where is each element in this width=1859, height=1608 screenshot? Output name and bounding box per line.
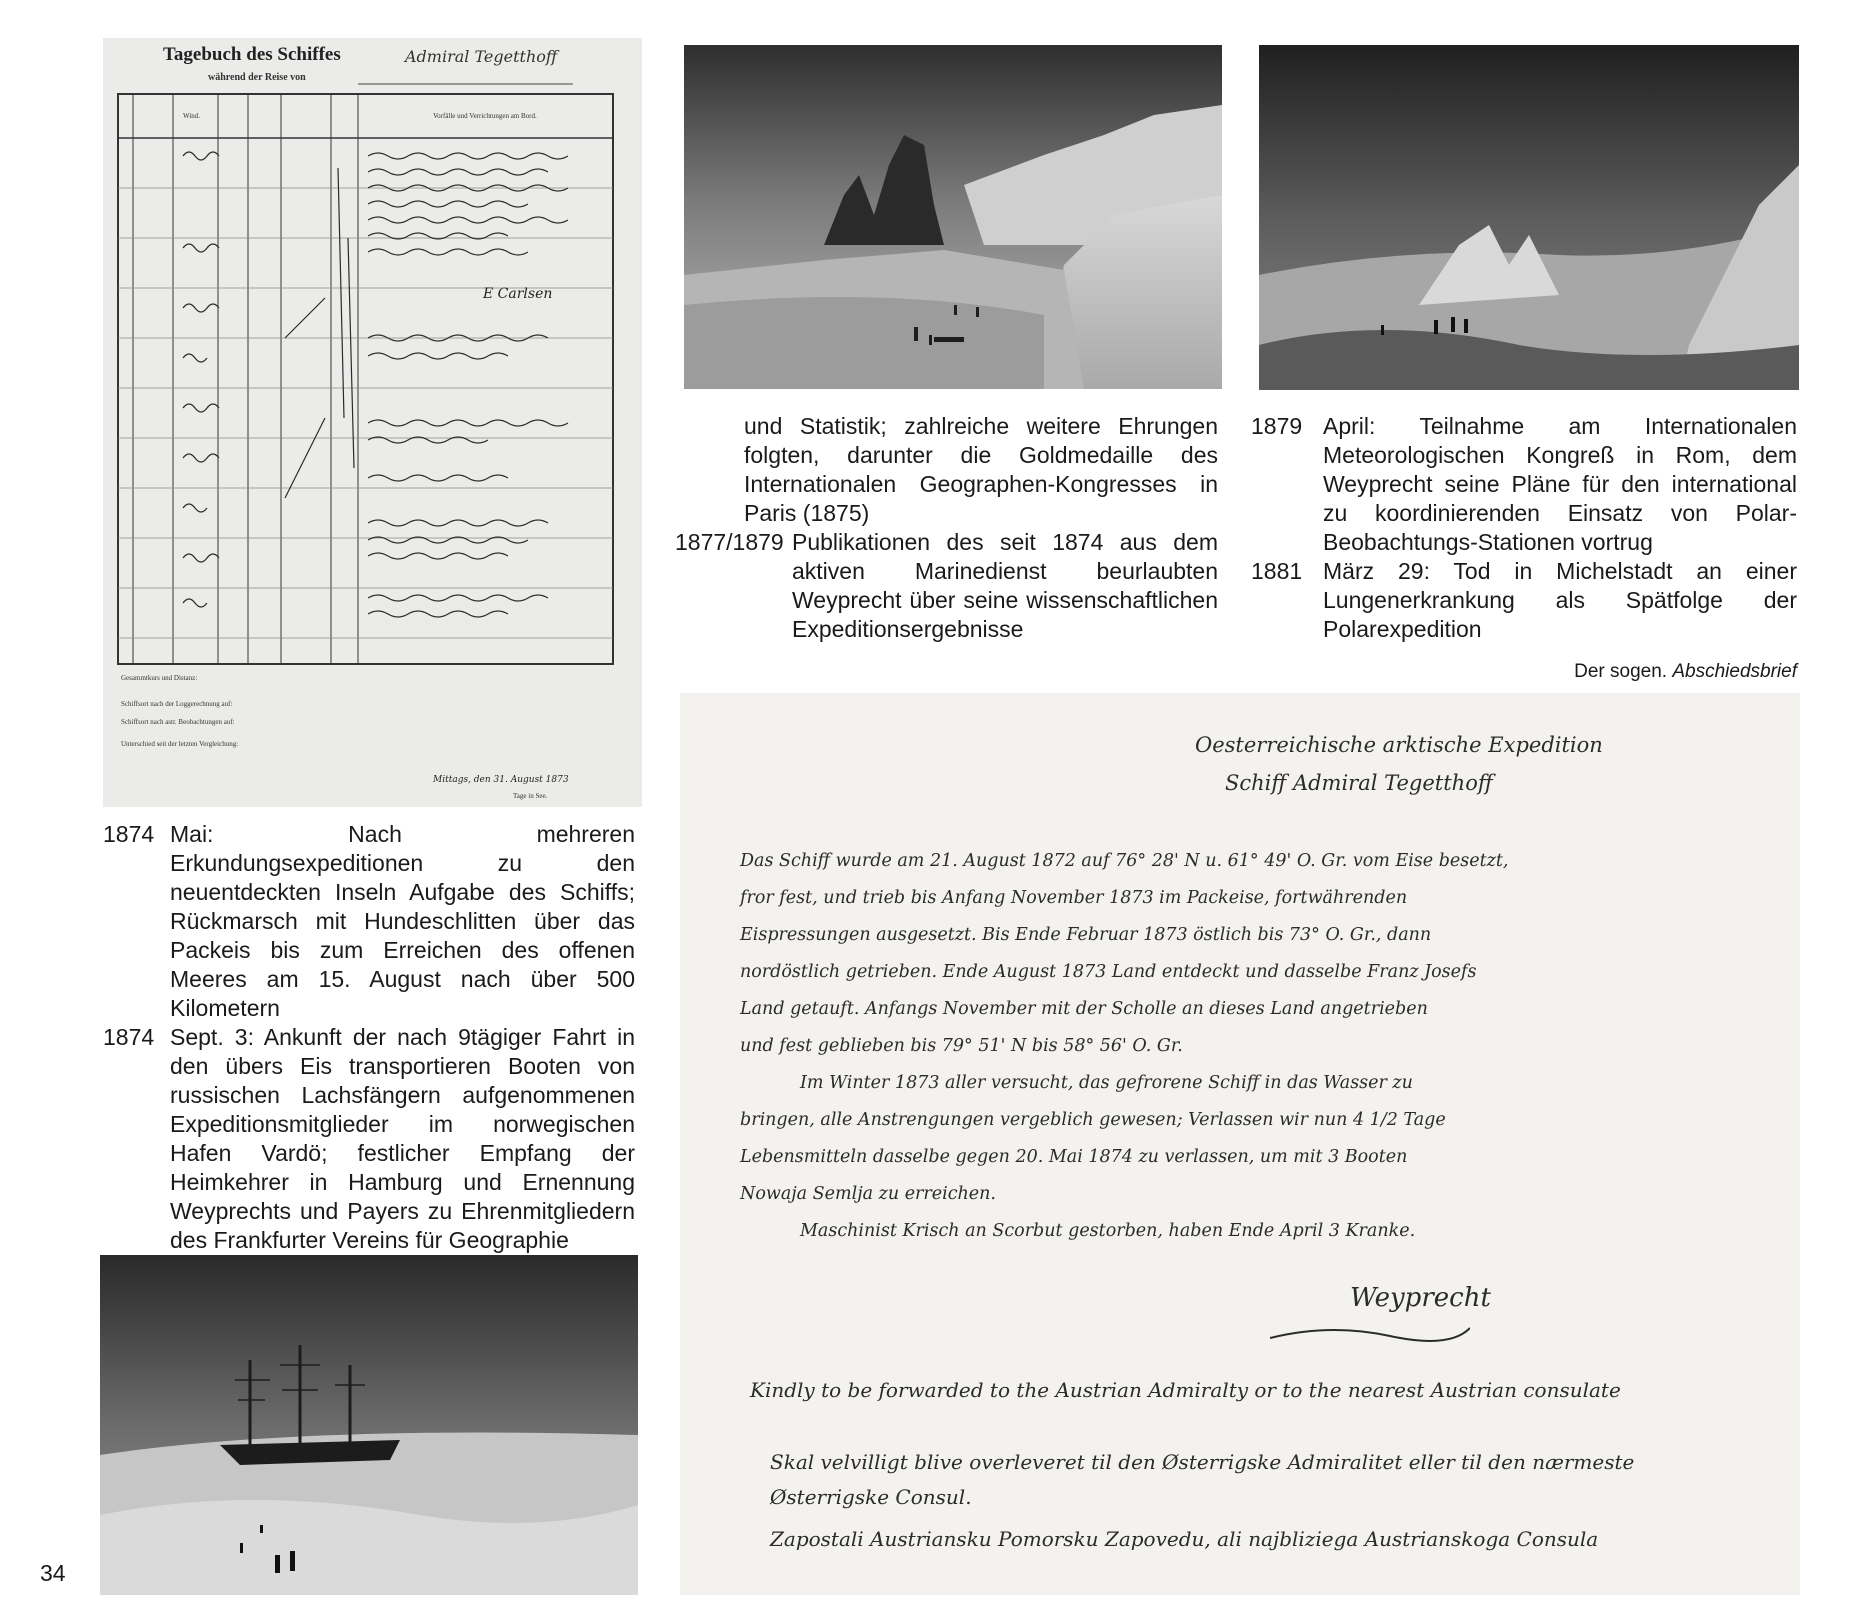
left-text-column xyxy=(103,820,635,1255)
logbook-footer-line1: Schiffsort nach der Loggerechnung auf: xyxy=(121,700,233,708)
letter-line: Lebensmitteln dasselbe gegen 20. Mai 1874 zu verlassen, um mit 3 Booten xyxy=(740,1147,1408,1167)
logbook-footer-total: Gesammtkurs und Distanz: xyxy=(121,674,198,682)
letter-line: Eispressungen ausgesetzt. Bis Ende Februar 1873 östlich bis 73° O. Gr., dann xyxy=(740,925,1432,945)
logbook-image xyxy=(103,38,642,807)
right-entry-text: April: Teilnahme am Internationalen Meteorologischen Kongreß in Rom, dem Weyprecht seine Pläne für den international zu koordinierenden Einsatz von Polar-Beobachtungs-Stationen vortrug xyxy=(1323,413,1797,555)
letter-caption-prefix: Der sogen. xyxy=(1574,661,1668,682)
letter-body xyxy=(740,843,1760,1250)
letter-line: Land getauft. Anfangs November mit der Scholle an dieses Land angetrieben xyxy=(740,999,1428,1019)
right-entry-year: 1881 xyxy=(1251,558,1303,584)
farewell-letter-image xyxy=(680,693,1800,1595)
left-entry-year: 1874 xyxy=(103,1024,155,1050)
ship-in-ice-painting xyxy=(100,1255,638,1595)
right-entry-year: 1879 xyxy=(1251,413,1303,439)
left-entry-year: 1874 xyxy=(103,821,155,847)
right-text-column xyxy=(1251,412,1797,644)
logbook-subtitle: während der Reise von xyxy=(208,72,306,83)
letter-line: Im Winter 1873 aller versucht, das gefrorene Schiff in das Wasser zu xyxy=(800,1073,1413,1093)
logbook-col-wind: Wind. xyxy=(183,112,201,120)
letter-note-croatian: Zapostali Austriansku Pomorsku Zapovedu, ali najbliziega Austrianskoga Consula xyxy=(770,1527,1599,1551)
left-entry-1874-may xyxy=(103,820,635,1023)
page-number: 34 xyxy=(40,1560,66,1586)
letter-line: Maschinist Krisch an Scorbut gestorben, haben Ende April 3 Kranke. xyxy=(800,1221,1416,1241)
right-entry-1879 xyxy=(1251,412,1797,557)
arctic-painting-icefield xyxy=(1259,45,1799,390)
letter-caption-title: Abschiedsbrief xyxy=(1672,661,1797,682)
left-entry-text: Mai: Nach mehreren Erkundungsexpeditionen zu den neuentdeckten Inseln Aufgabe des Schiffs; Rückmarsch mit Hundeschlitten über das Packeis bis zum Erreichen des offenen Meeres am 15. August nach über 500 Kilometern xyxy=(170,821,635,1021)
right-entry-1881 xyxy=(1251,557,1797,644)
logbook-title: Tagebuch des Schiffes xyxy=(163,44,341,65)
logbook-signature: E Carlsen xyxy=(483,286,553,302)
letter-line: Das Schiff wurde am 21. August 1872 auf 76° 28' N u. 61° 49' O. Gr. vom Eise besetzt, xyxy=(740,851,1509,871)
letter-line: Nowaja Semlja zu erreichen. xyxy=(740,1184,996,1204)
middle-entry-text: Publikationen des seit 1874 aus dem aktiven Marinedienst beurlaubten Weyprecht über seine wissenschaftlichen Expeditionsergebnisse xyxy=(792,529,1218,642)
middle-continuation-text: und Statistik; zahlreiche weitere Ehrungen folgten, darunter die Goldmedaille des Internationalen Geographen-Kongresses in Paris (1875) xyxy=(744,413,1218,526)
right-entry-text: März 29: Tod in Michelstadt an einer Lungenerkrankung als Spätfolge der Polarexpedition xyxy=(1323,558,1797,642)
logbook-ship-name: Admiral Tegetthoff xyxy=(405,47,558,66)
letter-line: bringen, alle Anstrengungen vergeblich gewesen; Verlassen wir nun 4 1/2 Tage xyxy=(740,1110,1446,1130)
logbook-footer-line2: Schiffsort nach astr. Beobachtungen auf: xyxy=(121,718,235,726)
letter-heading-line2: Schiff Admiral Tegetthoff xyxy=(1225,771,1493,795)
logbook-col-events: Vorfälle und Verrichtungen am Bord. xyxy=(433,112,537,120)
letter-line: fror fest, und trieb bis Anfang November 1873 im Packeise, fortwährenden xyxy=(740,888,1408,908)
middle-text-column xyxy=(675,412,1218,644)
letter-line: nordöstlich getrieben. Ende August 1873 Land entdeckt und dasselbe Franz Josefs xyxy=(740,962,1477,982)
left-entry-1874-sept xyxy=(103,1023,635,1255)
left-entry-text: Sept. 3: Ankunft der nach 9tägiger Fahrt in den übers Eis transportieren Booten von russischen Lachsfängern aufgenommenen Expeditionsmitglieder im norwegischen Hafen Vardö; festlicher Empfang der Heimkehrer in Hamburg und Ernennung Weyprechts und Payers zu Ehrenmitgliedern des Frankfurter Vereins für Geographie xyxy=(170,1024,635,1253)
logbook-footer-days: Tage in See. xyxy=(513,792,548,800)
middle-entry xyxy=(675,528,1218,644)
letter-note-english: Kindly to be forwarded to the Austrian Admiralty or to the nearest Austrian consulate xyxy=(750,1378,1621,1402)
logbook-footer-date: Mittags, den 31. August 1873 xyxy=(433,775,569,785)
letter-heading-line1: Oesterreichische arktische Expedition xyxy=(1195,733,1603,757)
letter-caption xyxy=(1574,660,1797,684)
middle-entry-year: 1877/1879 xyxy=(675,529,784,555)
arctic-painting-cliffs xyxy=(684,45,1222,389)
letter-note-norwegian: Skal velvilligt blive overleveret til den Østerrigske Admiralitet eller til den nærmeste Østerrigske Consul. xyxy=(770,1450,1635,1509)
logbook-footer-line3: Unterschied seit der letzten Vergleichung: xyxy=(121,740,239,748)
letter-line: und fest geblieben bis 79° 51' N bis 58° 56' O. Gr. xyxy=(740,1036,1183,1056)
letter-signature: Weyprecht xyxy=(1350,1283,1491,1313)
